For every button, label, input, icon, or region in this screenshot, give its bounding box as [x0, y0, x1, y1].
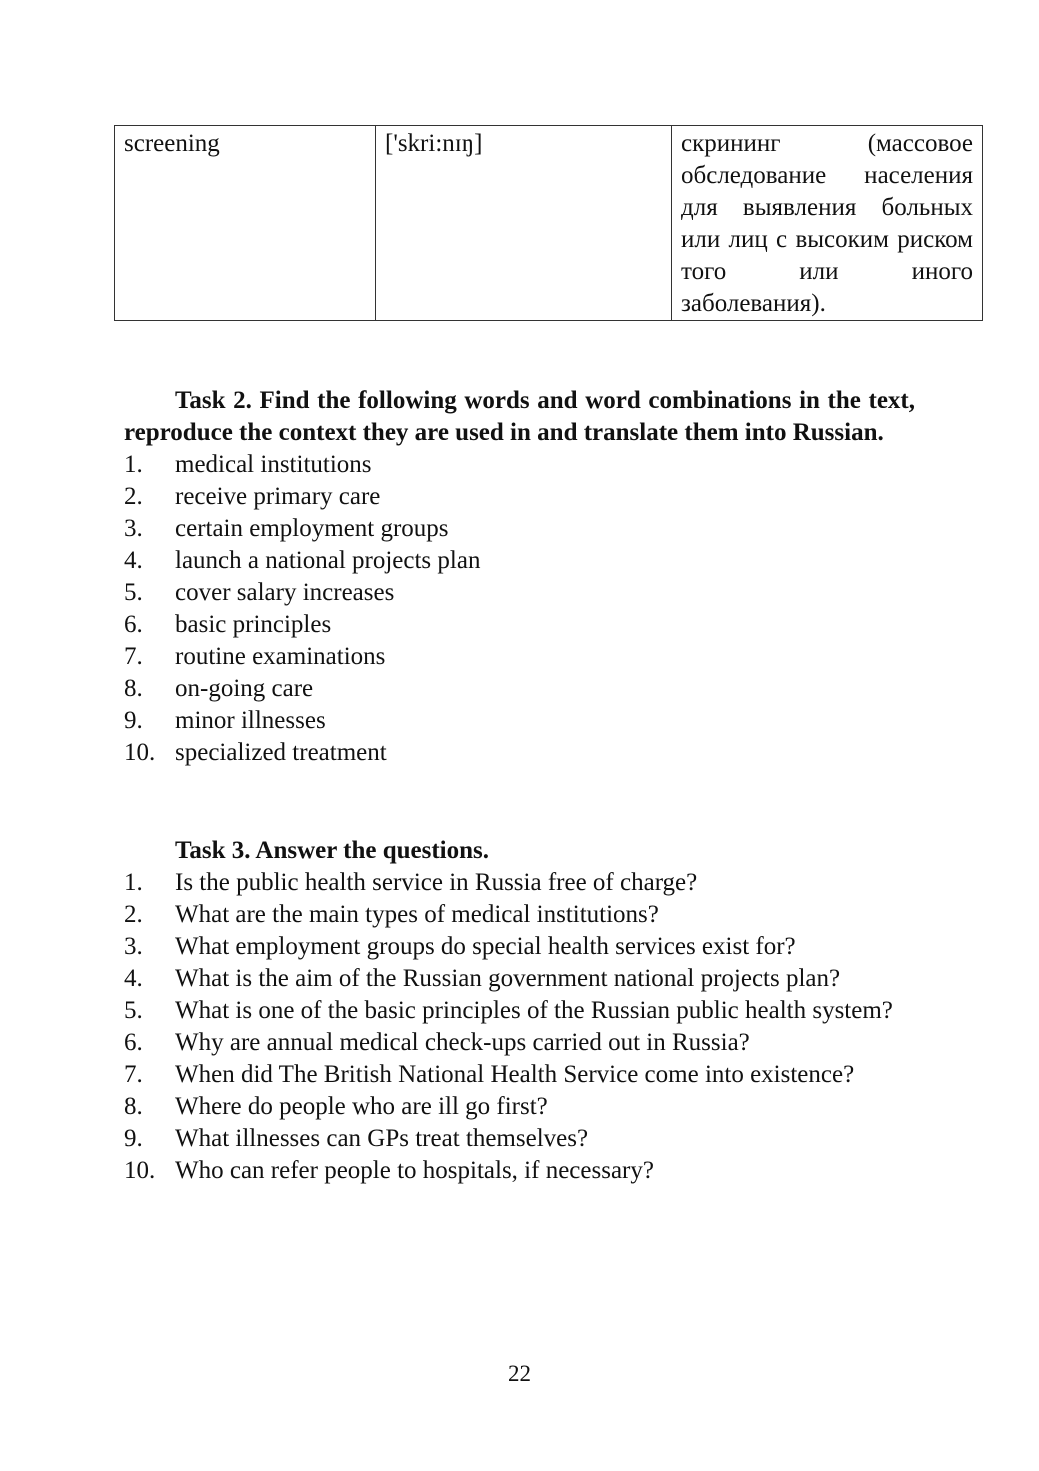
vocabulary-table: [114, 125, 983, 321]
task-3-section: [124, 835, 915, 1187]
item-text: Why are annual medical check-ups carried out in Russia?: [175, 1029, 750, 1056]
item-text: basic principles: [175, 611, 332, 638]
item-text: routine examinations: [175, 643, 386, 670]
list-item: [124, 1123, 915, 1155]
item-number: 2.: [124, 483, 143, 510]
list-item: [124, 641, 915, 673]
item-number: 1.: [124, 451, 143, 478]
list-item: [124, 737, 915, 769]
item-text: What employment groups do special health services exist for?: [175, 933, 796, 960]
list-item: [124, 1027, 915, 1059]
list-item: [124, 867, 915, 899]
item-number: 5.: [124, 579, 143, 606]
item-number: 7.: [124, 643, 143, 670]
list-item: [124, 449, 915, 481]
item-text: on-going care: [175, 675, 314, 702]
list-item: [124, 609, 915, 641]
item-text: launch a national projects plan: [175, 547, 481, 574]
item-text: certain employment groups: [175, 515, 449, 542]
item-text: Where do people who are ill go first?: [175, 1093, 548, 1120]
definition-cell: скрининг (массовое обследование населения для выявления больных или лиц с высоким риском того или иного заболевания).: [672, 126, 983, 321]
list-item: [124, 577, 915, 609]
task-2-list: [124, 449, 915, 769]
term-cell: screening: [115, 126, 376, 321]
item-text: What illnesses can GPs treat themselves?: [175, 1125, 589, 1152]
item-text: When did The British National Health Service come into existence?: [175, 1061, 855, 1088]
item-text: receive primary care: [175, 483, 381, 510]
list-item: [124, 481, 915, 513]
item-text: What is the aim of the Russian government national projects plan?: [175, 965, 841, 992]
item-number: 2.: [124, 901, 143, 928]
item-number: 5.: [124, 997, 143, 1024]
list-item: [124, 931, 915, 963]
item-text: Who can refer people to hospitals, if necessary?: [175, 1157, 654, 1184]
task-2-heading: Task 2. Find the following words and word combinations in the text, reproduce the context they are used in and translate them into Russian.: [124, 387, 915, 446]
item-text: cover salary increases: [175, 579, 395, 606]
list-item: [124, 963, 915, 995]
item-number: 4.: [124, 965, 143, 992]
list-item: [124, 1091, 915, 1123]
list-item: [124, 545, 915, 577]
item-number: 6.: [124, 1029, 143, 1056]
page-number: 22: [508, 1361, 531, 1386]
item-number: 9.: [124, 1125, 143, 1152]
task-3-list: [124, 867, 915, 1187]
item-number: 1.: [124, 869, 143, 896]
list-item: [124, 995, 915, 1027]
item-number: 4.: [124, 547, 143, 574]
item-number: 6.: [124, 611, 143, 638]
item-text: Is the public health service in Russia free of charge?: [175, 869, 698, 896]
list-item: [124, 1059, 915, 1091]
list-item: [124, 705, 915, 737]
item-text: medical institutions: [175, 451, 372, 478]
transcription-cell: ['skri:nɪŋ]: [376, 126, 672, 321]
list-item: [124, 899, 915, 931]
task-3-heading: Task 3. Answer the questions.: [175, 837, 489, 864]
item-number: 8.: [124, 675, 143, 702]
list-item: [124, 513, 915, 545]
item-number: 7.: [124, 1061, 143, 1088]
item-number: 10.: [124, 739, 156, 766]
item-number: 10.: [124, 1157, 156, 1184]
item-text: minor illnesses: [175, 707, 326, 734]
item-number: 3.: [124, 515, 143, 542]
item-text: What are the main types of medical institutions?: [175, 901, 659, 928]
item-text: specialized treatment: [175, 739, 387, 766]
item-number: 3.: [124, 933, 143, 960]
list-item: [124, 1155, 915, 1187]
list-item: [124, 673, 915, 705]
task-2-section: [124, 385, 915, 769]
table-row: [115, 126, 983, 321]
item-number: 9.: [124, 707, 143, 734]
item-text: What is one of the basic principles of the Russian public health system?: [175, 997, 893, 1024]
item-number: 8.: [124, 1093, 143, 1120]
